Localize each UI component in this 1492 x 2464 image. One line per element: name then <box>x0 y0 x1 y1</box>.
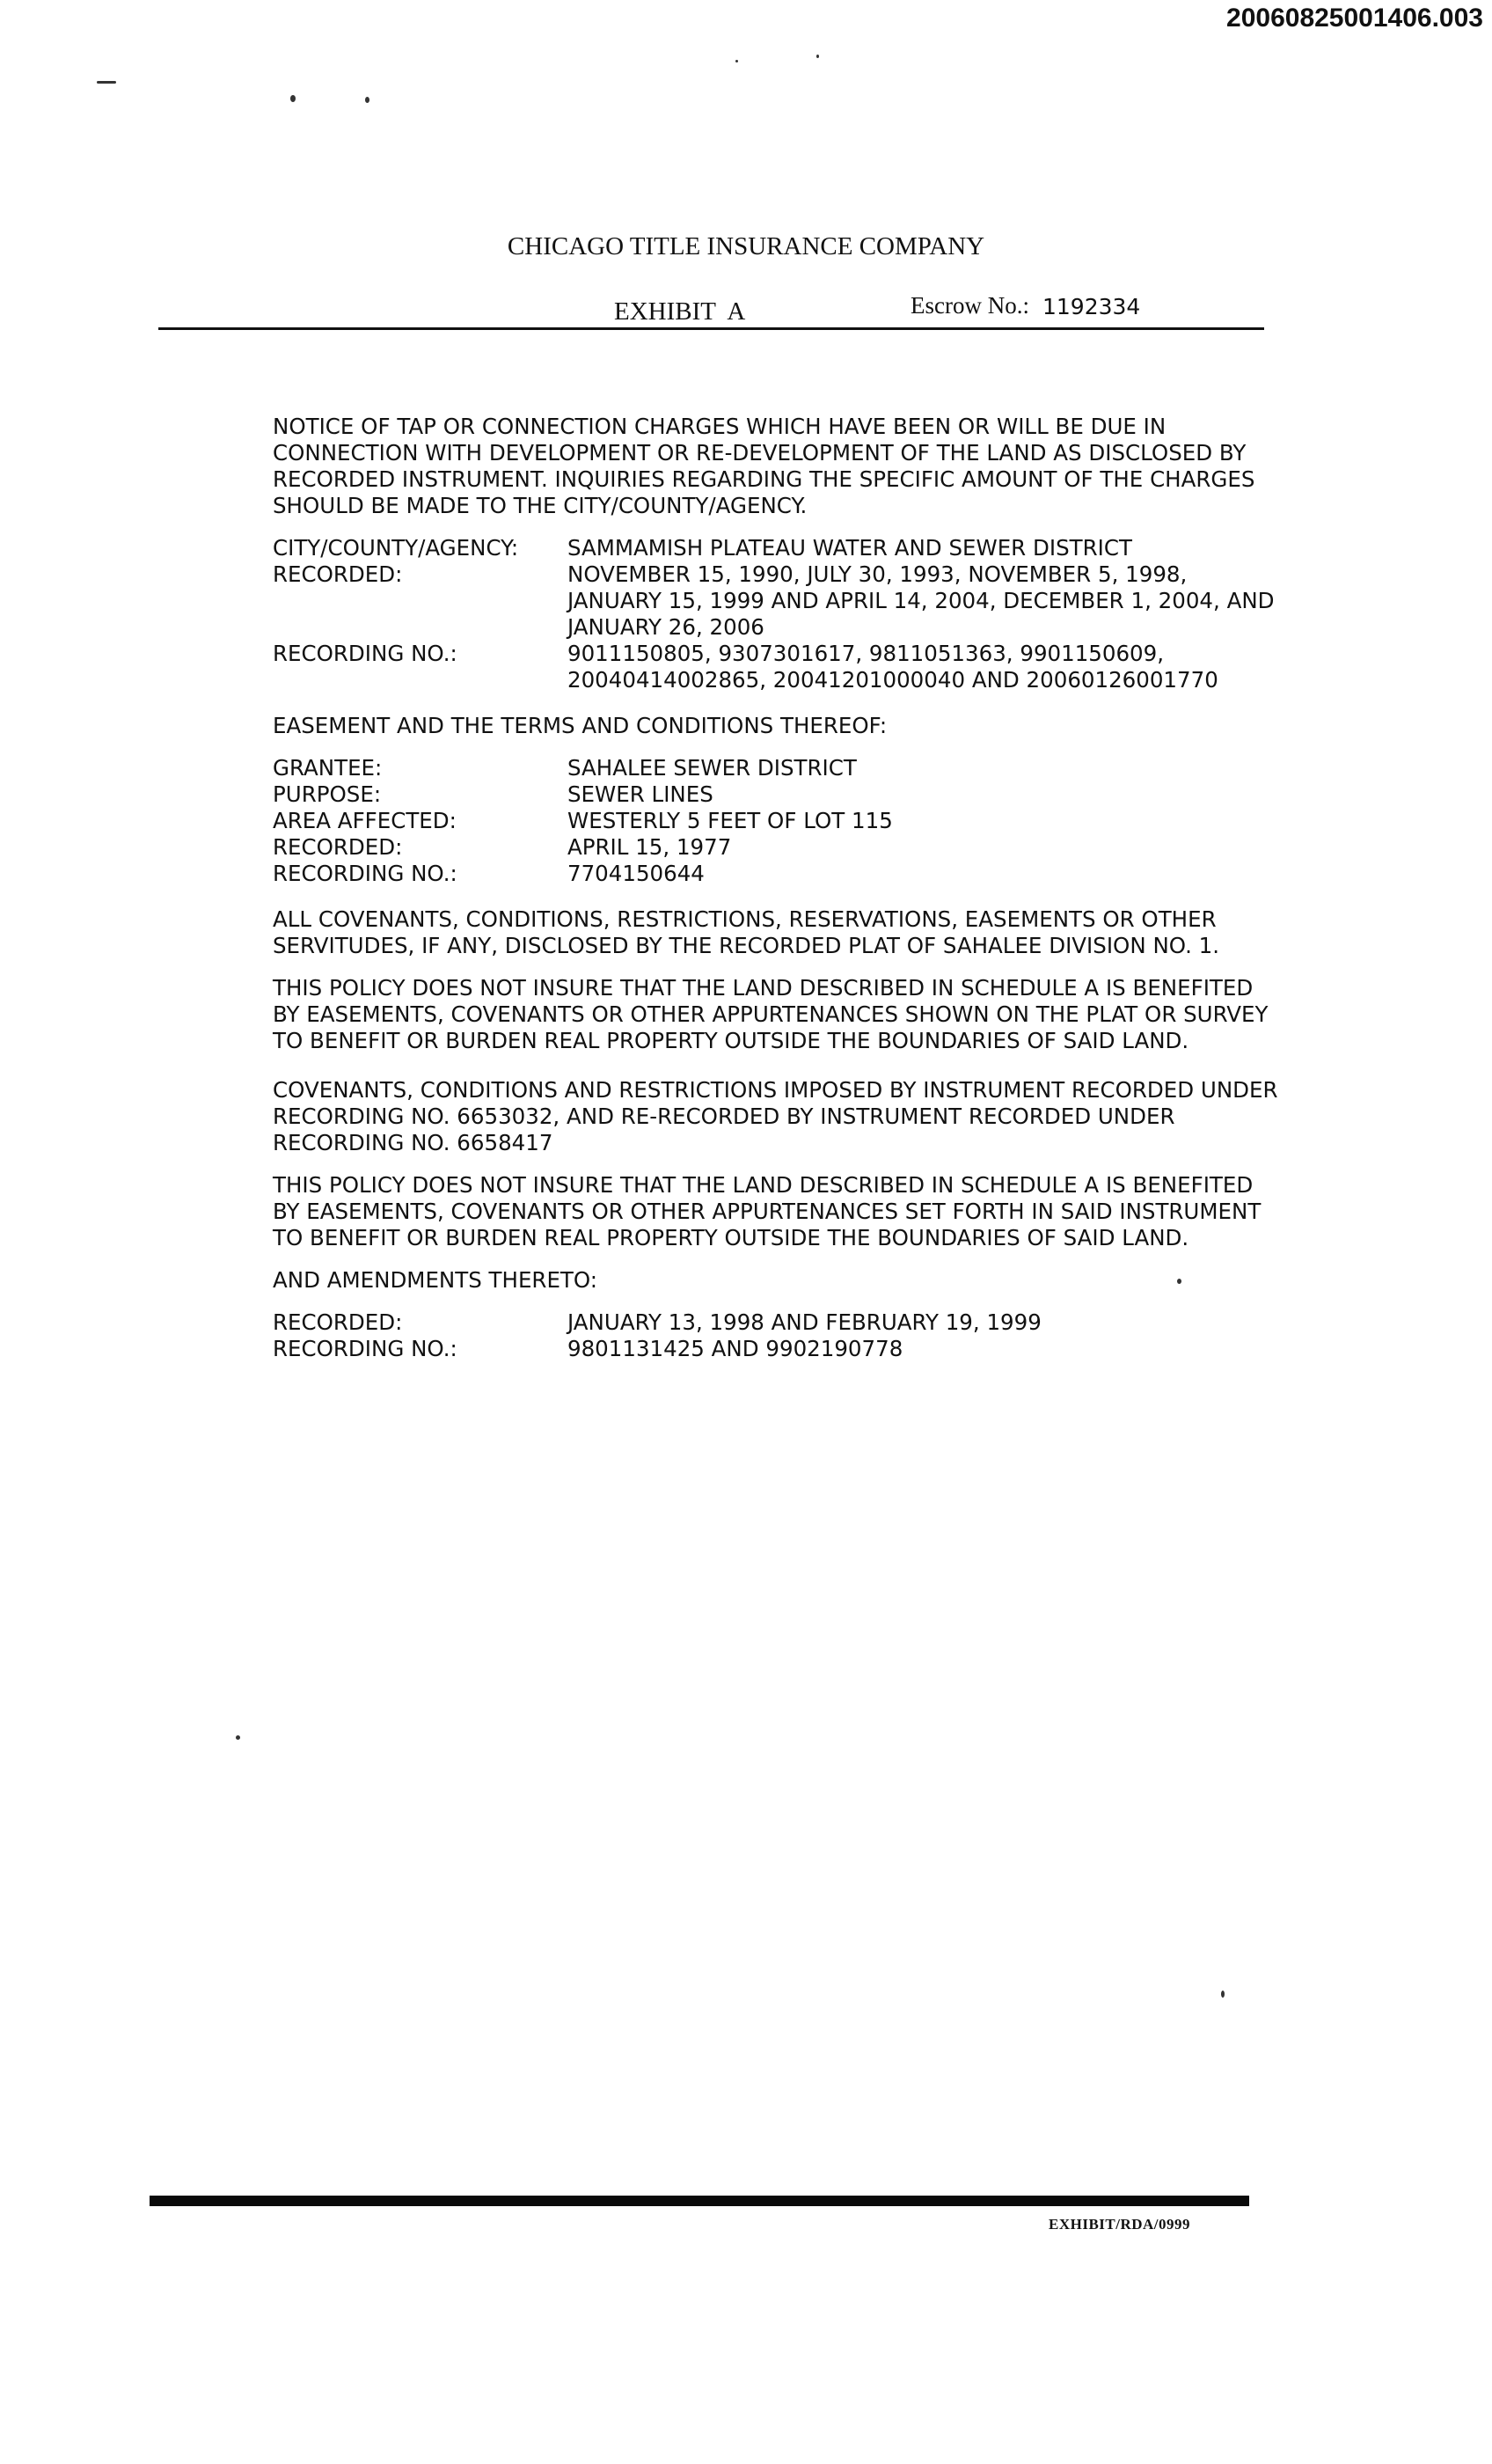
plat-covenants-paragraph: ALL COVENANTS, CONDITIONS, RESTRICTIONS, RESERVATIONS, EASEMENTS OR OTHER SERVITUDES, IF ANY, DISCLOSED BY THE RECORDED PLAT OF SAHALEE DIVISION NO. 1. <box>273 906 1220 958</box>
detail-value: SEWER LINES <box>567 781 713 807</box>
detail-label: RECORDED: <box>273 561 403 587</box>
detail-label: GRANTEE: <box>273 755 383 781</box>
detail-row <box>273 834 1284 861</box>
scan-speck <box>97 81 116 84</box>
detail-value: WESTERLY 5 FEET OF LOT 115 <box>567 808 893 833</box>
instrument-policy-paragraph: THIS POLICY DOES NOT INSURE THAT THE LAND DESCRIBED IN SCHEDULE A IS BENEFITED BY EASEMENTS, COVENANTS OR OTHER APPURTENANCES SET FORTH IN SAID INSTRUMENT TO BENEFIT OR BURDEN REAL PROPERTY OUTSIDE THE BOUNDARIES OF SAID LAND. <box>273 1172 1262 1250</box>
escrow-label: Escrow No.: <box>911 292 1029 319</box>
detail-label: RECORDING NO.: <box>273 861 457 886</box>
detail-row <box>273 641 1284 693</box>
detail-label: RECORDED: <box>273 834 403 860</box>
scan-speck <box>1221 1991 1225 1998</box>
detail-row <box>273 861 1284 887</box>
detail-value: 9801131425 AND 9902190778 <box>567 1336 903 1361</box>
detail-row <box>273 1309 1284 1336</box>
detail-label: RECORDING NO.: <box>273 1336 457 1361</box>
detail-label: RECORDING NO.: <box>273 641 457 666</box>
header-rule <box>158 327 1264 330</box>
scan-speck <box>365 97 369 103</box>
amendments-heading: AND AMENDMENTS THERETO: <box>273 1267 598 1293</box>
scan-speck <box>1177 1279 1181 1284</box>
detail-value: 9011150805, 9307301617, 9811051363, 9901150609, 20040414002865, 20041201000040 AND 20060126001770 <box>567 641 1218 693</box>
document-number: 20060825001406.003 <box>1226 4 1483 33</box>
easement-heading: EASEMENT AND THE TERMS AND CONDITIONS THEREOF: <box>273 713 888 738</box>
notice-details <box>273 535 1284 693</box>
scan-speck <box>735 60 738 62</box>
detail-row <box>273 781 1284 808</box>
plat-policy-paragraph: THIS POLICY DOES NOT INSURE THAT THE LAND DESCRIBED IN SCHEDULE A IS BENEFITED BY EASEMENTS, COVENANTS OR OTHER APPURTENANCES SHOWN ON THE PLAT OR SURVEY TO BENEFIT OR BURDEN REAL PROPERTY OUTSIDE THE BOUNDARIES OF SAID LAND. <box>273 975 1269 1053</box>
amendments-details <box>273 1309 1284 1362</box>
detail-row <box>273 535 1284 561</box>
detail-label: CITY/COUNTY/AGENCY: <box>273 535 519 561</box>
detail-label: PURPOSE: <box>273 781 382 807</box>
detail-value: SAMMAMISH PLATEAU WATER AND SEWER DISTRICT <box>567 535 1132 561</box>
exhibit-title: EXHIBIT A <box>614 297 746 326</box>
detail-row <box>273 561 1284 641</box>
detail-value: NOVEMBER 15, 1990, JULY 30, 1993, NOVEMBER 5, 1998, JANUARY 15, 1999 AND APRIL 14, 2004, DECEMBER 1, 2004, AND JANUARY 26, 2006 <box>567 561 1275 640</box>
company-name: CHICAGO TITLE INSURANCE COMPANY <box>507 232 985 260</box>
detail-value: APRIL 15, 1977 <box>567 834 732 860</box>
detail-row <box>273 755 1284 781</box>
easement-details <box>273 755 1284 887</box>
detail-row <box>273 1336 1284 1362</box>
exhibit-body <box>273 414 1284 1362</box>
scan-speck <box>816 55 819 58</box>
detail-value: SAHALEE SEWER DISTRICT <box>567 755 857 781</box>
form-code: EXHIBIT/RDA/0999 <box>1049 2216 1191 2233</box>
escrow-number: 1192334 <box>1042 294 1141 319</box>
detail-label: AREA AFFECTED: <box>273 808 457 833</box>
scan-speck <box>290 95 296 102</box>
notice-paragraph: NOTICE OF TAP OR CONNECTION CHARGES WHICH HAVE BEEN OR WILL BE DUE IN CONNECTION WITH DEVELOPMENT OR RE-DEVELOPMENT OF THE LAND AS DISCLOSED BY RECORDED INSTRUMENT. INQUIRIES REGARDING THE SPECIFIC AMOUNT OF THE CHARGES SHOULD BE MADE TO THE CITY/COUNTY/AGENCY. <box>273 414 1255 518</box>
detail-label: RECORDED: <box>273 1309 403 1335</box>
ccr-paragraph: COVENANTS, CONDITIONS AND RESTRICTIONS IMPOSED BY INSTRUMENT RECORDED UNDER RECORDING NO. 6653032, AND RE-RECORDED BY INSTRUMENT RECORDED UNDER RECORDING NO. 6658417 <box>273 1077 1278 1155</box>
detail-row <box>273 808 1284 834</box>
footer-rule <box>150 2196 1249 2206</box>
scan-speck <box>236 1735 240 1740</box>
detail-value: JANUARY 13, 1998 AND FEBRUARY 19, 1999 <box>567 1309 1042 1335</box>
detail-value: 7704150644 <box>567 861 705 886</box>
